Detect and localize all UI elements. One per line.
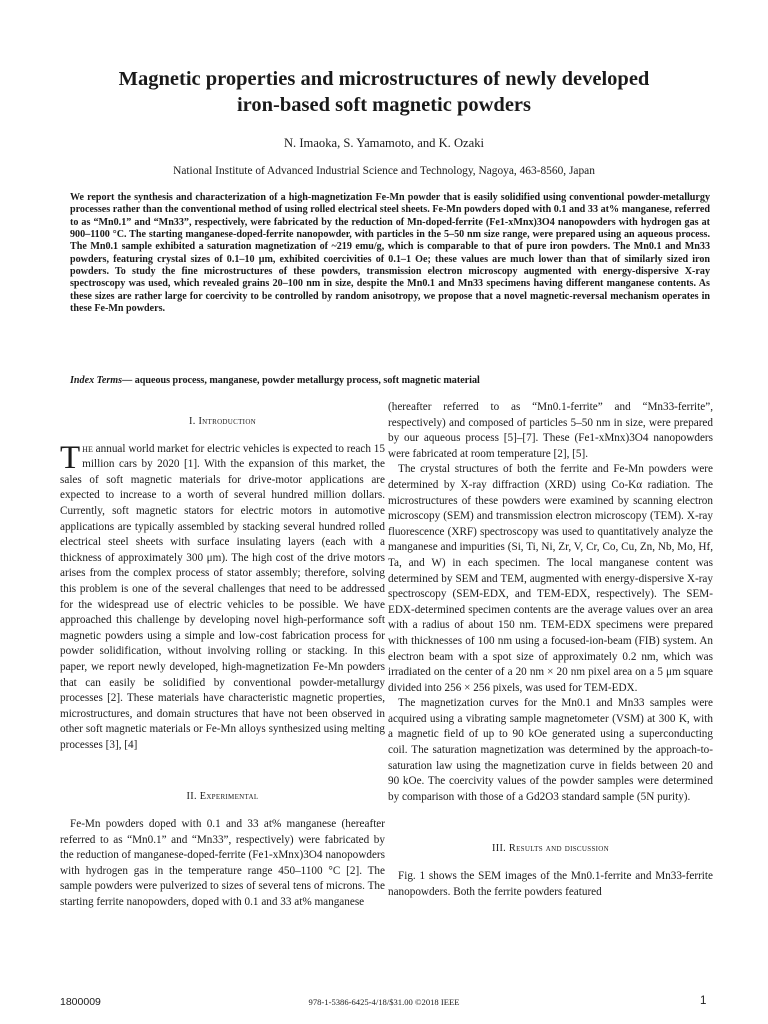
right-paragraph-1: (hereafter referred to as “Mn0.1-ferrite” and “Mn33-ferrite”, respectively) and composed of particles 5–50 nm in size, were prepared by our aqueous process [5]–[7]. These (Fe1-xMnx)3O4 nanopowders were fabricated at room temperature [2], [5]. bbox=[388, 401, 713, 460]
paper-title bbox=[60, 66, 708, 118]
intro-text: annual world market for electric vehicles is expected to reach 15 million cars by 2020 [1]. With the expansion of this market, the sales of soft magnetic materials for drive-motor applications are expected to increase to a worth of several hundred million dollars. Currently, soft magnetic stators for electric motors in automotive applications are typically assembled by stacking several hundred rolled electrical steel sheets with surface insulating layers (each with a thickness of approximately 300 μm). The high cost of the drive motors arises from the complex process of stator assembly; therefore, solving this problem is one of the several challenges that need to be addressed for the widespread use of electric vehicles to be possible. We have approached this challenge by developing novel high-performance soft magnetic powders using a simple and low-cost fabrication process for powder solidification, without involving rolling or stacking. In this paper, we report newly developed, high-magnetization Fe-Mn powders that can easily be solidified by conventional powder-metallurgy processes [2]. These materials have characteristic magnetic properties, microstructures, and domain structures that have not been observed in other soft magnetic materials or Fe-Mn alloys synthesized using melting processes [3], [4] bbox=[60, 442, 385, 751]
right-paragraph-4: Fig. 1 shows the SEM images of the Mn0.1-ferrite and Mn33-ferrite nanopowders. Both the ferrite powders featured bbox=[388, 870, 713, 898]
index-terms-text: — aqueous process, manganese, powder metallurgy process, soft magnetic material bbox=[122, 375, 480, 386]
section-heading-experimental: II. Experimental bbox=[186, 791, 259, 803]
drop-cap: T bbox=[60, 439, 81, 476]
affiliation: National Institute of Advanced Industrial Science and Technology, Nagoya, 463-8560, Japan bbox=[173, 165, 595, 177]
abstract: We report the synthesis and characterization of a high-magnetization Fe-Mn powder that is easily solidified using conventional powder-metallurgy processes rather than the conventional method of using rolled electrical steel sheets. Fe-Mn powders doped with 0.1 and 33 at% manganese, referred to as “Mn0.1” and “Mn33”, respectively, were fabricated by the reduction of Mn-doped-ferrite (Fe1-xMnx)3O4 nanopowders with hydrogen gas at 900–1100 °C. The starting manganese-doped-ferrite nanopowder, with particles in the 5–50 nm size range, were prepared using an aqueous process. The Mn0.1 sample exhibited a saturation magnetization of ~219 emu/g, which is comparable to that of pure iron powders. The Mn0.1 and Mn33 powders, featuring crystal sizes of 0.1–10 μm, exhibited coercivities of 0.1–1 Oe; these values are much lower than that of similarly sized iron powders. To study the fine microstructures of these powders, transmission electron microscopy augmented with energy-dispersive X-ray spectroscopy was used, which revealed grains 20–100 nm in size, despite the Mn0.1 and Mn33 specimens having different manganese contents. As these sizes are rather large for coercivity to be controlled by random anisotropy, we propose that a novel magnetic-reversal mechanism operates in these Fe-Mn powders. bbox=[70, 192, 710, 315]
right-column bbox=[388, 400, 713, 900]
authors: N. Imaoka, S. Yamamoto, and K. Ozaki bbox=[283, 136, 485, 150]
section-heading-introduction: I. Introduction bbox=[188, 416, 257, 427]
footer-paper-id: 1800009 bbox=[60, 996, 101, 1008]
right-paragraph-2: The crystal structures of both the ferrite and Fe-Mn powders were determined by X-ray diffraction (XRD) using Co-Kα radiation. The microstructures of these powders were examined by scanning electron microscopy (SEM) and transmission electron microscopy (TEM). X-ray fluorescence (XRF) spectroscopy was used to quantitatively analyze the manganese and impurities (Si, Ti, Ni, Zr, V, Cr, Co, Cu, Zn, Nb, Mo, Hf, Ta, and W) in each specimen. The local manganese content was determined by SEM and TEM, augmented with energy-dispersive X-ray spectroscopy (SEM-EDX, and TEM-EDX, respectively). The SEM-EDX-determined specimen contents are the average values over an area with a radius of about 150 nm. TEM-EDX specimens were prepared with thicknesses of 100 nm using a focused-ion-beam (FIB) system. An electron beam with a spot size of approximately 0.2 nm, which was irradiated on the center of a 20 nm × 20 nm pixel area on a 5 μm square divided into 256 × 256 pixels, was used for TEM-EDX. bbox=[388, 463, 713, 694]
right-paragraph-3: The magnetization curves for the Mn0.1 and Mn33 samples were acquired using a vibrating sample magnetometer (VSM) at 300 K, with a magnetic field of up to 90 kOe generated using a superconducting coil. The saturation magnetization was determined by the approach-to-saturation law using the magnetization curve in fields between 20 and 90 kOe. The coercivity values of the powder samples were determined by comparison with those of a Gd2O3 standard sample (5N purity). bbox=[388, 697, 713, 803]
footer-page-number: 1 bbox=[700, 995, 707, 1007]
footer-copyright: 978-1-5386-6425-4/18/$31.00 ©2018 IEEE bbox=[308, 997, 460, 1007]
intro-lead-word: he bbox=[82, 442, 93, 455]
index-terms-label: Index Terms bbox=[70, 375, 123, 386]
introduction-paragraph bbox=[60, 439, 385, 754]
experimental-paragraph: Fe-Mn powders doped with 0.1 and 33 at% manganese (hereafter referred to as “Mn0.1” and “Mn33”, respectively) were fabricated by the reduction of manganese-doped-ferrite (Fe1-xMnx)3O4 nanopowders with hydrogen gas in the temperature range 450–1100 °C [2]. The sample powders were pulverized to sizes of several tens of microns. The starting ferrite nanopowders, doped with 0.1 and 33 at% manganese bbox=[60, 818, 385, 909]
left-column bbox=[60, 402, 385, 911]
index-terms bbox=[70, 375, 710, 386]
title-line-1: Magnetic properties and microstructures of newly developed bbox=[118, 68, 650, 90]
section-heading-results: III. Results and discussion bbox=[492, 843, 609, 855]
title-line-2: iron-based soft magnetic powders bbox=[236, 94, 532, 116]
